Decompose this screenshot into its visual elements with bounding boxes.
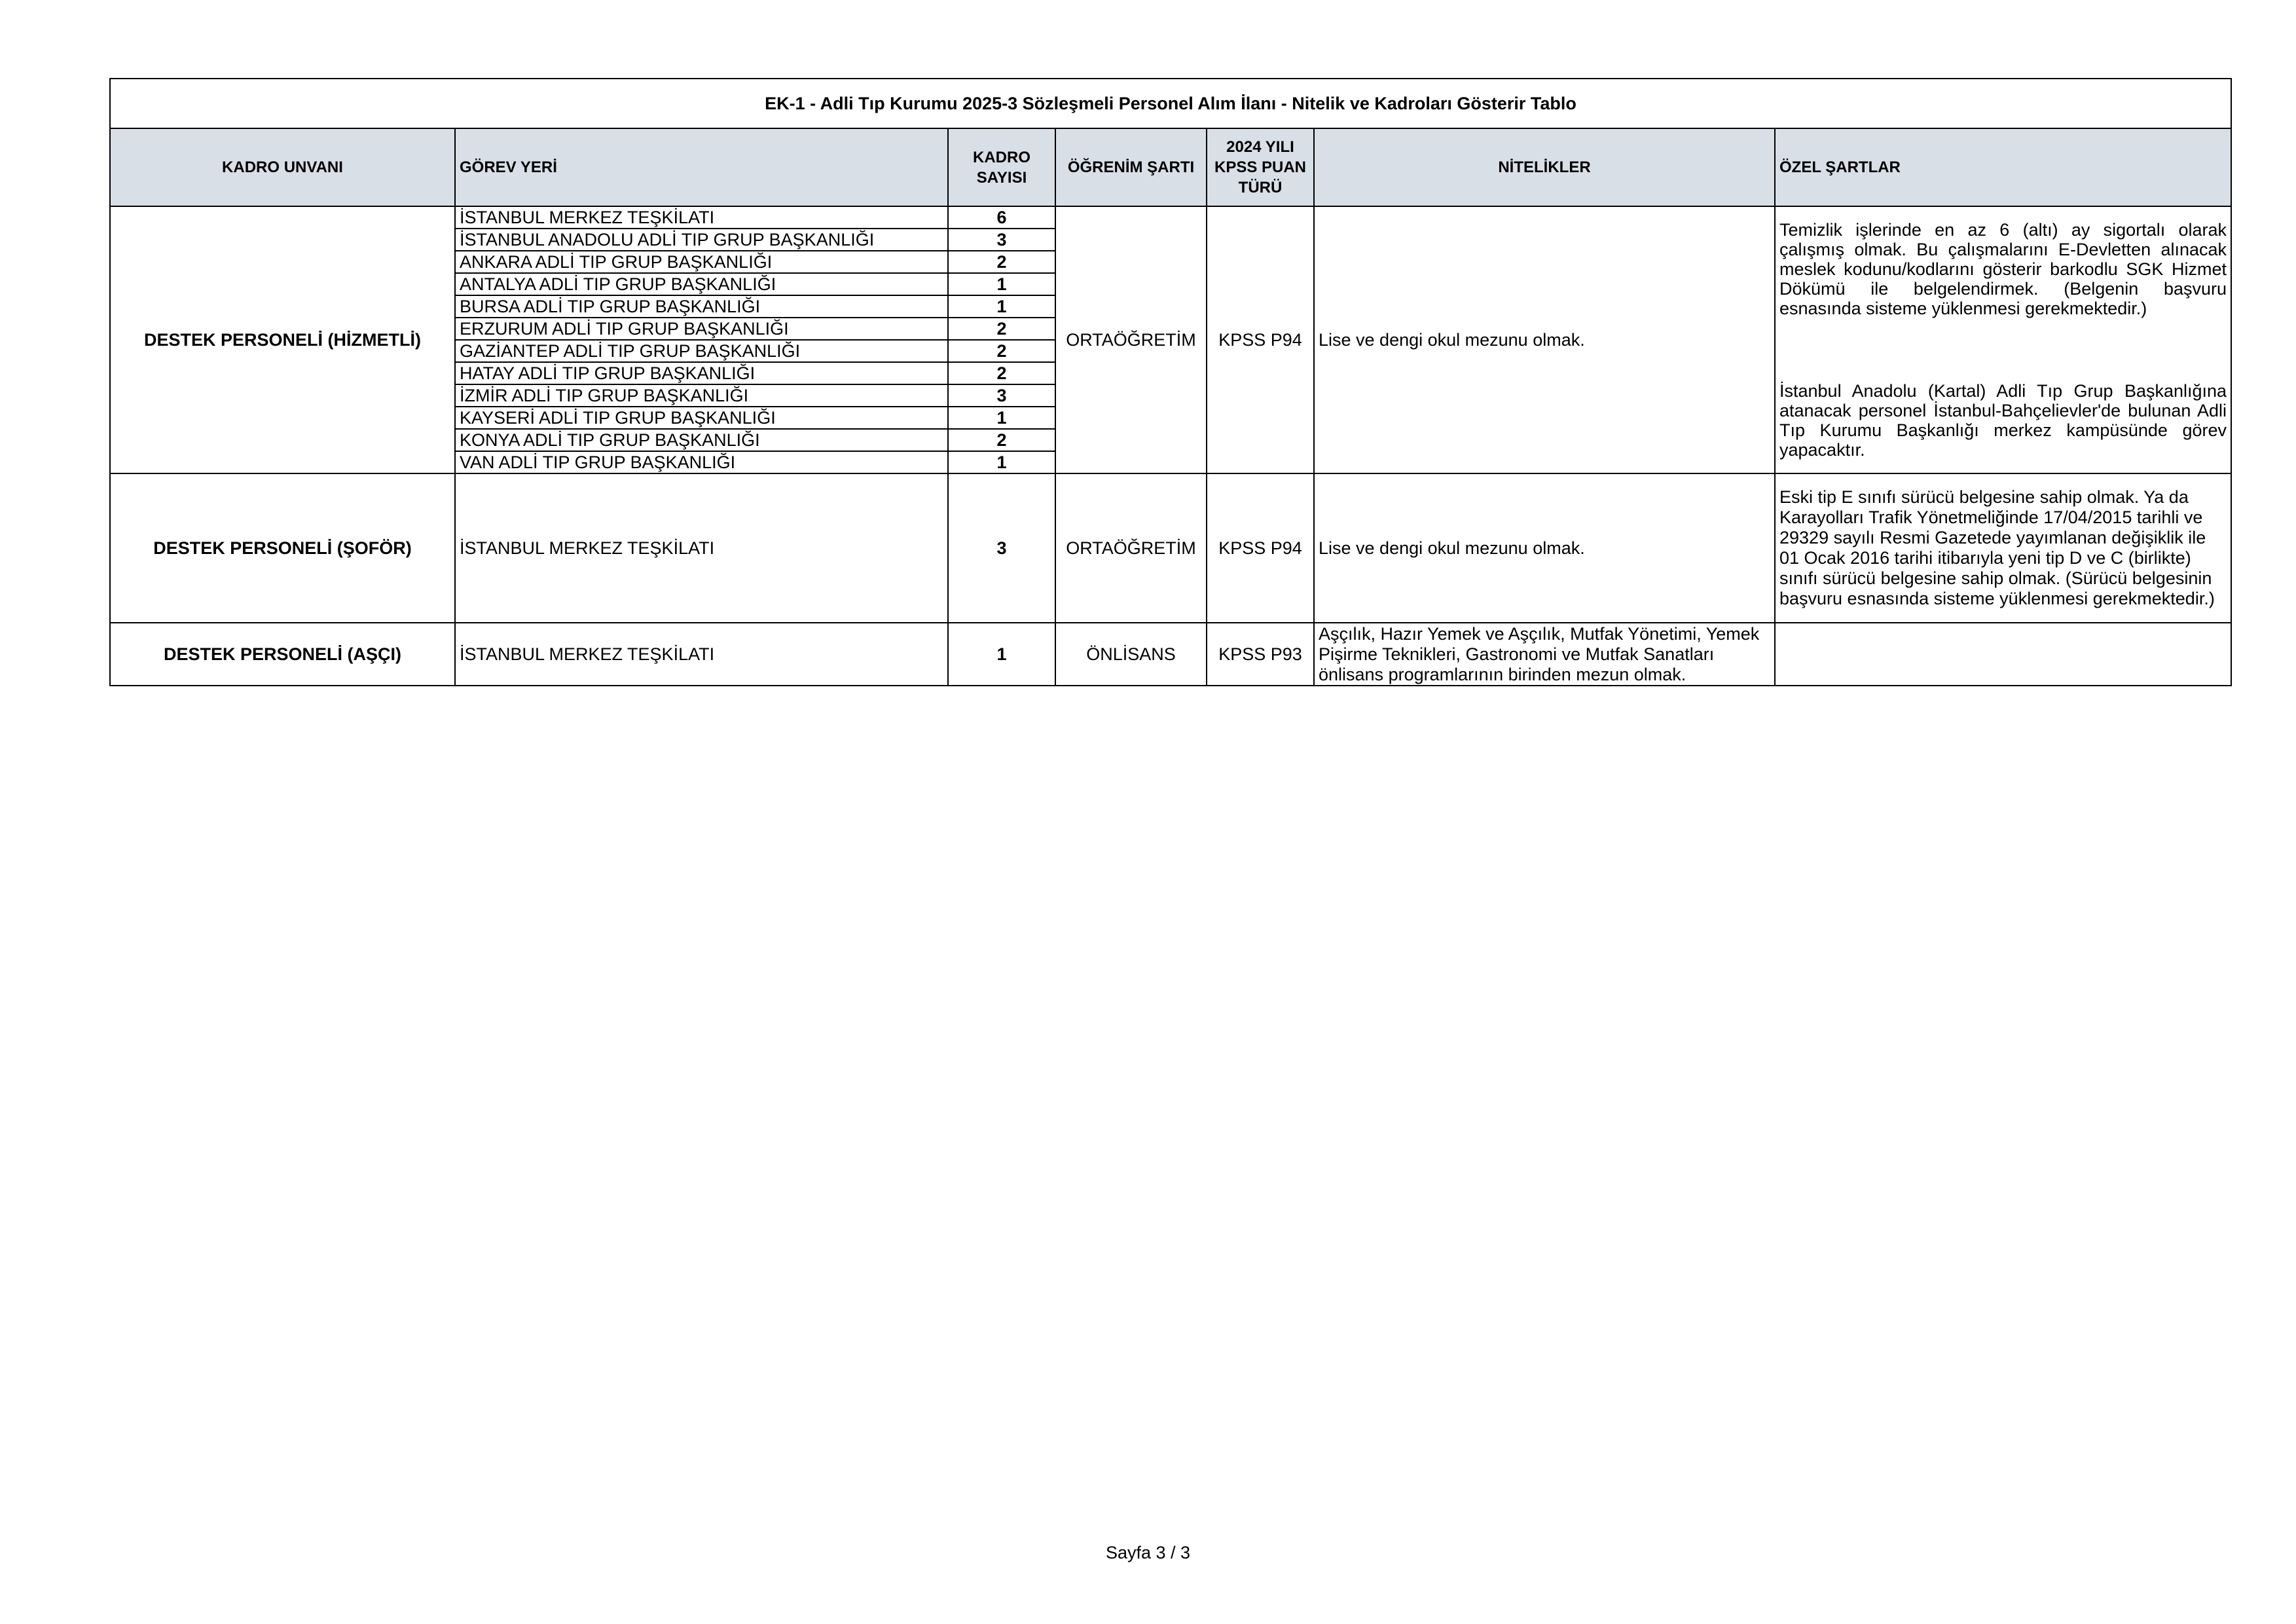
header-kadro-sayisi-line1: KADRO xyxy=(973,148,1030,166)
ogrenim-sarti-cell: ORTAÖĞRETİM xyxy=(1055,206,1207,473)
kadro-unvani-cell: DESTEK PERSONELİ (ŞOFÖR) xyxy=(110,473,455,623)
kadro-unvani-cell: DESTEK PERSONELİ (AŞÇI) xyxy=(110,623,455,686)
kadro-sayisi-cell: 1 xyxy=(948,295,1055,318)
gorev-yeri-cell: ANTALYA ADLİ TIP GRUP BAŞKANLIĞI xyxy=(455,273,948,295)
nitelikler-cell: Lise ve dengi okul mezunu olmak. xyxy=(1314,473,1775,623)
header-kpss-line3: TÜRÜ xyxy=(1238,179,1283,196)
ogrenim-sarti-cell: ÖNLİSANS xyxy=(1055,623,1207,686)
ozel-sart-text: İstanbul Anadolu (Kartal) Adli Tıp Grup Başkanlığına atanacak personel İstanbul-Bahçelievler'de bulunan Adli Tıp Kurumu Başkanlığı merkez kampüsünde görev yapacaktır. xyxy=(1779,381,2227,460)
table-title: EK-1 - Adli Tıp Kurumu 2025-3 Sözleşmeli Personel Alım İlanı - Nitelik ve Kadroları Gösterir Tablo xyxy=(110,79,2231,128)
header-kpss xyxy=(1207,128,1314,206)
kpss-cell: KPSS P94 xyxy=(1207,473,1314,623)
header-ozel-sartlar: ÖZEL ŞARTLAR xyxy=(1775,128,2231,206)
nitelikler-cell: Aşçılık, Hazır Yemek ve Aşçılık, Mutfak Yönetimi, Yemek Pişirme Teknikleri, Gastronomi ve Mutfak Sanatları önlisans programlarının birinden mezun olmak. xyxy=(1314,623,1775,686)
ozel-sartlar-cell xyxy=(1775,206,2231,473)
header-row xyxy=(110,128,2231,206)
kadro-sayisi-cell: 1 xyxy=(948,451,1055,473)
page-number: Sayfa 3 / 3 xyxy=(1105,1543,1191,1562)
ozel-sartlar-cell xyxy=(1775,623,2231,686)
table-row xyxy=(110,473,2231,623)
kpss-cell: KPSS P93 xyxy=(1207,623,1314,686)
kadro-sayisi-cell: 3 xyxy=(948,473,1055,623)
kadro-sayisi-cell: 2 xyxy=(948,429,1055,451)
kadro-sayisi-cell: 2 xyxy=(948,251,1055,273)
gorev-yeri-cell: ANKARA ADLİ TIP GRUP BAŞKANLIĞI xyxy=(455,251,948,273)
header-ogrenim-sarti: ÖĞRENİM ŞARTI xyxy=(1055,128,1207,206)
nitelikler-cell: Lise ve dengi okul mezunu olmak. xyxy=(1314,206,1775,473)
gorev-yeri-cell: HATAY ADLİ TIP GRUP BAŞKANLIĞI xyxy=(455,362,948,384)
kadro-sayisi-cell: 2 xyxy=(948,340,1055,362)
header-nitelikler: NİTELİKLER xyxy=(1314,128,1775,206)
kadro-unvani-cell: DESTEK PERSONELİ (HİZMETLİ) xyxy=(110,206,455,473)
kadro-sayisi-cell: 6 xyxy=(948,206,1055,229)
gorev-yeri-cell: İSTANBUL MERKEZ TEŞKİLATI xyxy=(455,473,948,623)
spacer xyxy=(1779,318,2227,381)
kadro-sayisi-cell: 1 xyxy=(948,273,1055,295)
kadro-sayisi-cell: 3 xyxy=(948,384,1055,407)
header-kpss-line1: 2024 YILI xyxy=(1226,138,1294,156)
personnel-table xyxy=(109,78,2232,686)
gorev-yeri-cell: BURSA ADLİ TIP GRUP BAŞKANLIĞI xyxy=(455,295,948,318)
kadro-sayisi-cell: 3 xyxy=(948,229,1055,251)
ozel-sartlar-cell: Eski tip E sınıfı sürücü belgesine sahip olmak. Ya da Karayolları Trafik Yönetmeliğinde 17/04/2015 tarihli ve 29329 sayılı Resmi Gazetede yayımlanan değişiklik ile 01 Ocak 2016 tarihi itibarıyla yeni tip D ve C (birlikte) sınıfı sürücü belgesine sahip olmak. (Sürücü belgesinin başvuru esnasında sisteme yüklenmesi gerekmektedir.) xyxy=(1775,473,2231,623)
table-row xyxy=(110,623,2231,686)
gorev-yeri-cell: VAN ADLİ TIP GRUP BAŞKANLIĞI xyxy=(455,451,948,473)
ozel-sart-text: Temizlik işlerinde en az 6 (altı) ay sigortalı olarak çalışmış olmak. Bu çalışmalarını E-Devletten alınacak meslek kodunu/kodlarını gösterir barkodlu SGK Hizmet Dökümü ile belgelendirmek. (Belgenin başvuru esnasında sisteme yüklenmesi gerekmektedir.) xyxy=(1779,220,2227,318)
kadro-sayisi-cell: 2 xyxy=(948,318,1055,340)
ogrenim-sarti-cell: ORTAÖĞRETİM xyxy=(1055,473,1207,623)
header-kpss-line2: KPSS PUAN xyxy=(1214,158,1307,176)
gorev-yeri-cell: İSTANBUL MERKEZ TEŞKİLATI xyxy=(455,623,948,686)
header-kadro-unvani: KADRO UNVANI xyxy=(110,128,455,206)
gorev-yeri-cell: ERZURUM ADLİ TIP GRUP BAŞKANLIĞI xyxy=(455,318,948,340)
kpss-cell: KPSS P94 xyxy=(1207,206,1314,473)
kadro-sayisi-cell: 1 xyxy=(948,407,1055,429)
header-kadro-sayisi xyxy=(948,128,1055,206)
header-gorev-yeri: GÖREV YERİ xyxy=(455,128,948,206)
gorev-yeri-cell: İSTANBUL ANADOLU ADLİ TIP GRUP BAŞKANLIĞI xyxy=(455,229,948,251)
gorev-yeri-cell: İZMİR ADLİ TIP GRUP BAŞKANLIĞI xyxy=(455,384,948,407)
table-row xyxy=(110,206,2231,229)
header-kadro-sayisi-line2: SAYISI xyxy=(976,168,1027,187)
kadro-sayisi-cell: 2 xyxy=(948,362,1055,384)
gorev-yeri-cell: KAYSERİ ADLİ TIP GRUP BAŞKANLIĞI xyxy=(455,407,948,429)
kadro-sayisi-cell: 1 xyxy=(948,623,1055,686)
gorev-yeri-cell: İSTANBUL MERKEZ TEŞKİLATI xyxy=(455,206,948,229)
gorev-yeri-cell: GAZİANTEP ADLİ TIP GRUP BAŞKANLIĞI xyxy=(455,340,948,362)
gorev-yeri-cell: KONYA ADLİ TIP GRUP BAŞKANLIĞI xyxy=(455,429,948,451)
